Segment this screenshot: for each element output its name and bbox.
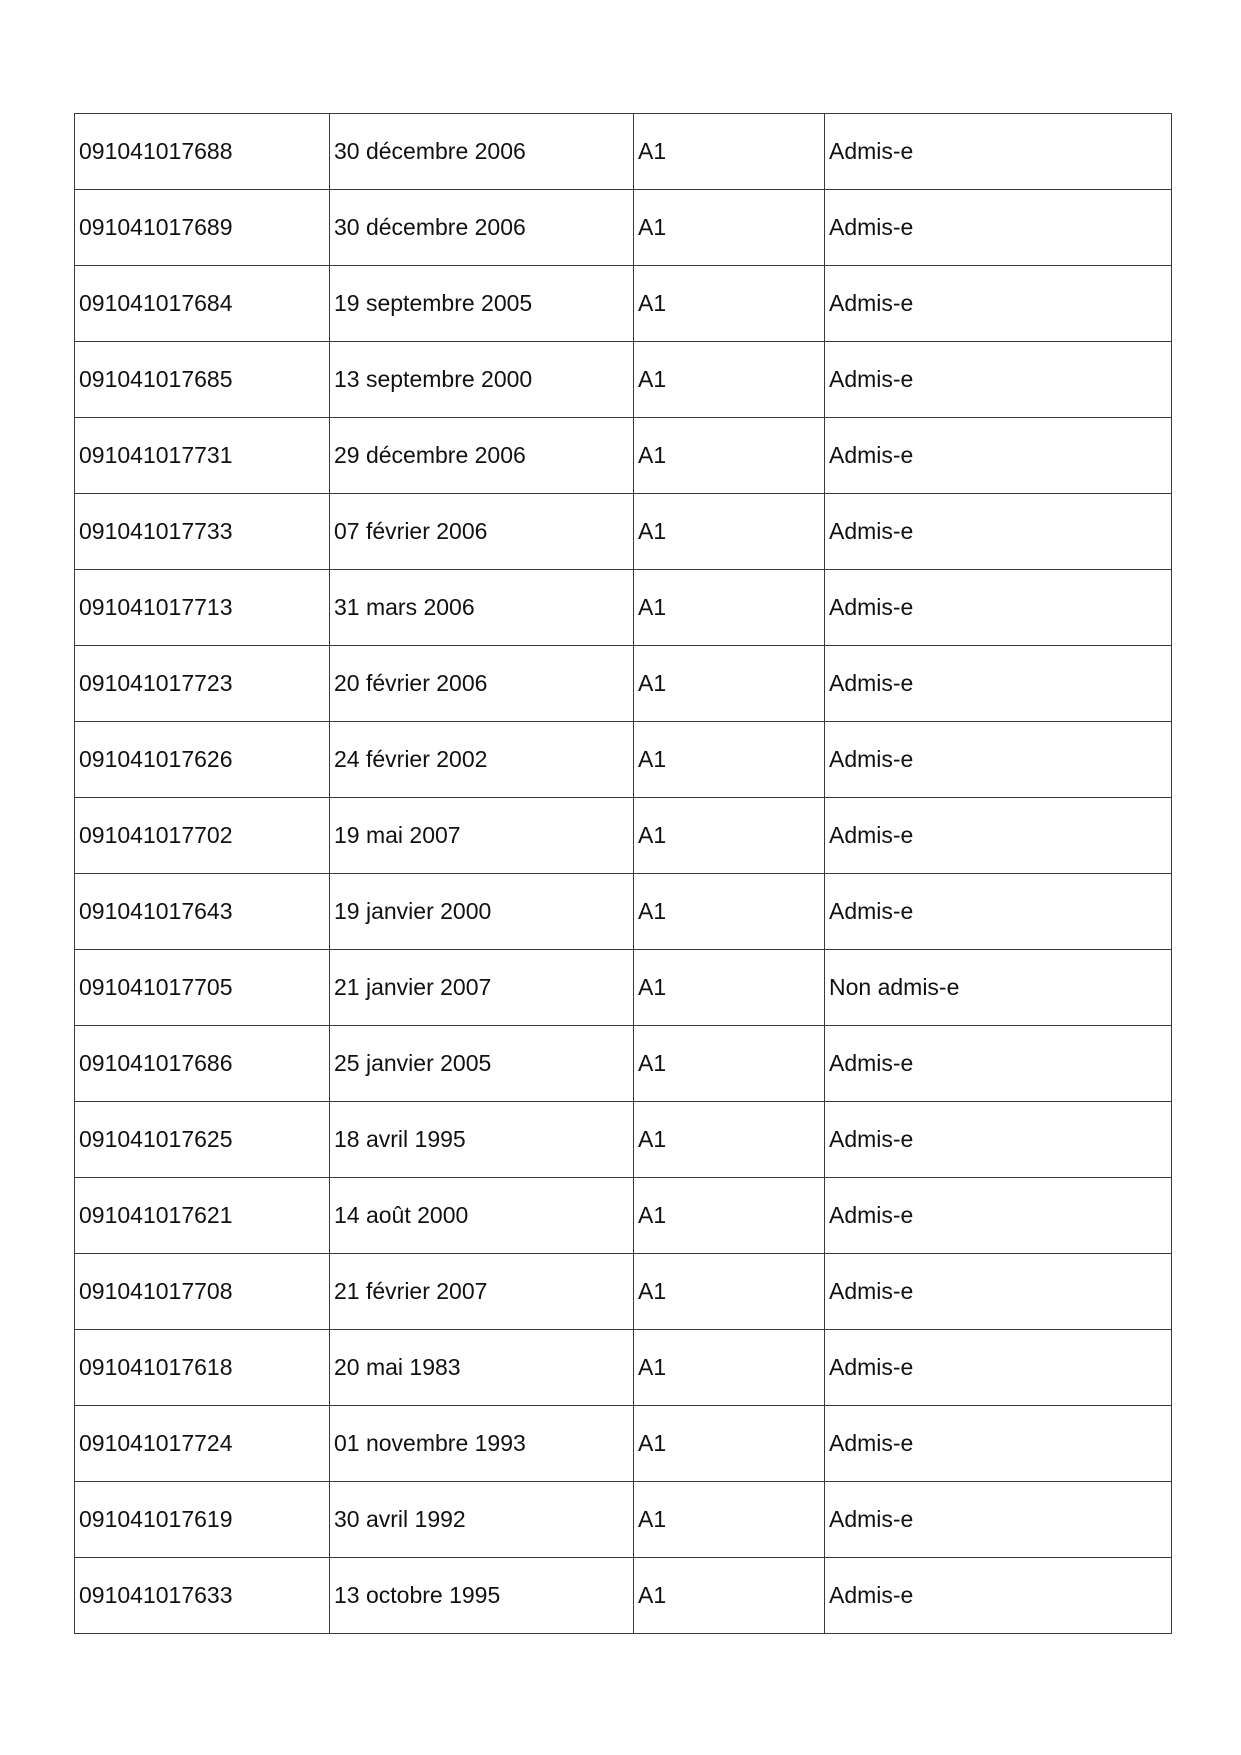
level-cell: A1 [634,798,825,874]
results-table-body [75,114,1172,1634]
table-row [75,418,1172,494]
birth-date-cell: 30 décembre 2006 [330,114,634,190]
result-cell: Admis-e [825,418,1172,494]
candidate-number-cell: 091041017731 [75,418,330,494]
birth-date-cell: 20 février 2006 [330,646,634,722]
candidate-number-cell: 091041017625 [75,1102,330,1178]
candidate-number-cell: 091041017633 [75,1558,330,1634]
table-row [75,570,1172,646]
results-table [74,113,1172,1634]
level-cell: A1 [634,342,825,418]
birth-date-cell: 13 septembre 2000 [330,342,634,418]
table-row [75,266,1172,342]
candidate-number-cell: 091041017643 [75,874,330,950]
level-cell: A1 [634,722,825,798]
result-cell: Admis-e [825,190,1172,266]
result-cell: Admis-e [825,1102,1172,1178]
table-row [75,1406,1172,1482]
table-row [75,114,1172,190]
result-cell: Non admis-e [825,950,1172,1026]
level-cell: A1 [634,114,825,190]
birth-date-cell: 01 novembre 1993 [330,1406,634,1482]
level-cell: A1 [634,1558,825,1634]
table-row [75,1026,1172,1102]
level-cell: A1 [634,1102,825,1178]
table-row [75,494,1172,570]
candidate-number-cell: 091041017688 [75,114,330,190]
candidate-number-cell: 091041017705 [75,950,330,1026]
result-cell: Admis-e [825,570,1172,646]
table-row [75,1482,1172,1558]
birth-date-cell: 31 mars 2006 [330,570,634,646]
result-cell: Admis-e [825,1406,1172,1482]
result-cell: Admis-e [825,1482,1172,1558]
table-row [75,798,1172,874]
candidate-number-cell: 091041017685 [75,342,330,418]
candidate-number-cell: 091041017684 [75,266,330,342]
candidate-number-cell: 091041017686 [75,1026,330,1102]
birth-date-cell: 19 septembre 2005 [330,266,634,342]
table-row [75,190,1172,266]
result-cell: Admis-e [825,722,1172,798]
level-cell: A1 [634,1254,825,1330]
candidate-number-cell: 091041017702 [75,798,330,874]
table-row [75,1102,1172,1178]
table-row [75,722,1172,798]
table-row [75,874,1172,950]
birth-date-cell: 20 mai 1983 [330,1330,634,1406]
candidate-number-cell: 091041017618 [75,1330,330,1406]
result-cell: Admis-e [825,266,1172,342]
candidate-number-cell: 091041017626 [75,722,330,798]
level-cell: A1 [634,494,825,570]
result-cell: Admis-e [825,1254,1172,1330]
birth-date-cell: 21 février 2007 [330,1254,634,1330]
result-cell: Admis-e [825,1558,1172,1634]
birth-date-cell: 21 janvier 2007 [330,950,634,1026]
result-cell: Admis-e [825,646,1172,722]
birth-date-cell: 30 avril 1992 [330,1482,634,1558]
candidate-number-cell: 091041017689 [75,190,330,266]
result-cell: Admis-e [825,494,1172,570]
birth-date-cell: 13 octobre 1995 [330,1558,634,1634]
result-cell: Admis-e [825,1026,1172,1102]
level-cell: A1 [634,646,825,722]
birth-date-cell: 24 février 2002 [330,722,634,798]
birth-date-cell: 18 avril 1995 [330,1102,634,1178]
level-cell: A1 [634,1178,825,1254]
result-cell: Admis-e [825,798,1172,874]
level-cell: A1 [634,1482,825,1558]
result-cell: Admis-e [825,1178,1172,1254]
candidate-number-cell: 091041017724 [75,1406,330,1482]
table-row [75,1254,1172,1330]
candidate-number-cell: 091041017713 [75,570,330,646]
birth-date-cell: 07 février 2006 [330,494,634,570]
result-cell: Admis-e [825,342,1172,418]
candidate-number-cell: 091041017619 [75,1482,330,1558]
candidate-number-cell: 091041017733 [75,494,330,570]
level-cell: A1 [634,1406,825,1482]
level-cell: A1 [634,190,825,266]
candidate-number-cell: 091041017708 [75,1254,330,1330]
table-row [75,1178,1172,1254]
birth-date-cell: 19 mai 2007 [330,798,634,874]
level-cell: A1 [634,1330,825,1406]
table-row [75,646,1172,722]
birth-date-cell: 30 décembre 2006 [330,190,634,266]
birth-date-cell: 14 août 2000 [330,1178,634,1254]
table-row [75,950,1172,1026]
birth-date-cell: 19 janvier 2000 [330,874,634,950]
level-cell: A1 [634,950,825,1026]
level-cell: A1 [634,266,825,342]
birth-date-cell: 25 janvier 2005 [330,1026,634,1102]
table-row [75,1330,1172,1406]
candidate-number-cell: 091041017723 [75,646,330,722]
result-cell: Admis-e [825,1330,1172,1406]
level-cell: A1 [634,874,825,950]
candidate-number-cell: 091041017621 [75,1178,330,1254]
level-cell: A1 [634,418,825,494]
result-cell: Admis-e [825,114,1172,190]
level-cell: A1 [634,570,825,646]
result-cell: Admis-e [825,874,1172,950]
level-cell: A1 [634,1026,825,1102]
table-row [75,342,1172,418]
table-row [75,1558,1172,1634]
birth-date-cell: 29 décembre 2006 [330,418,634,494]
